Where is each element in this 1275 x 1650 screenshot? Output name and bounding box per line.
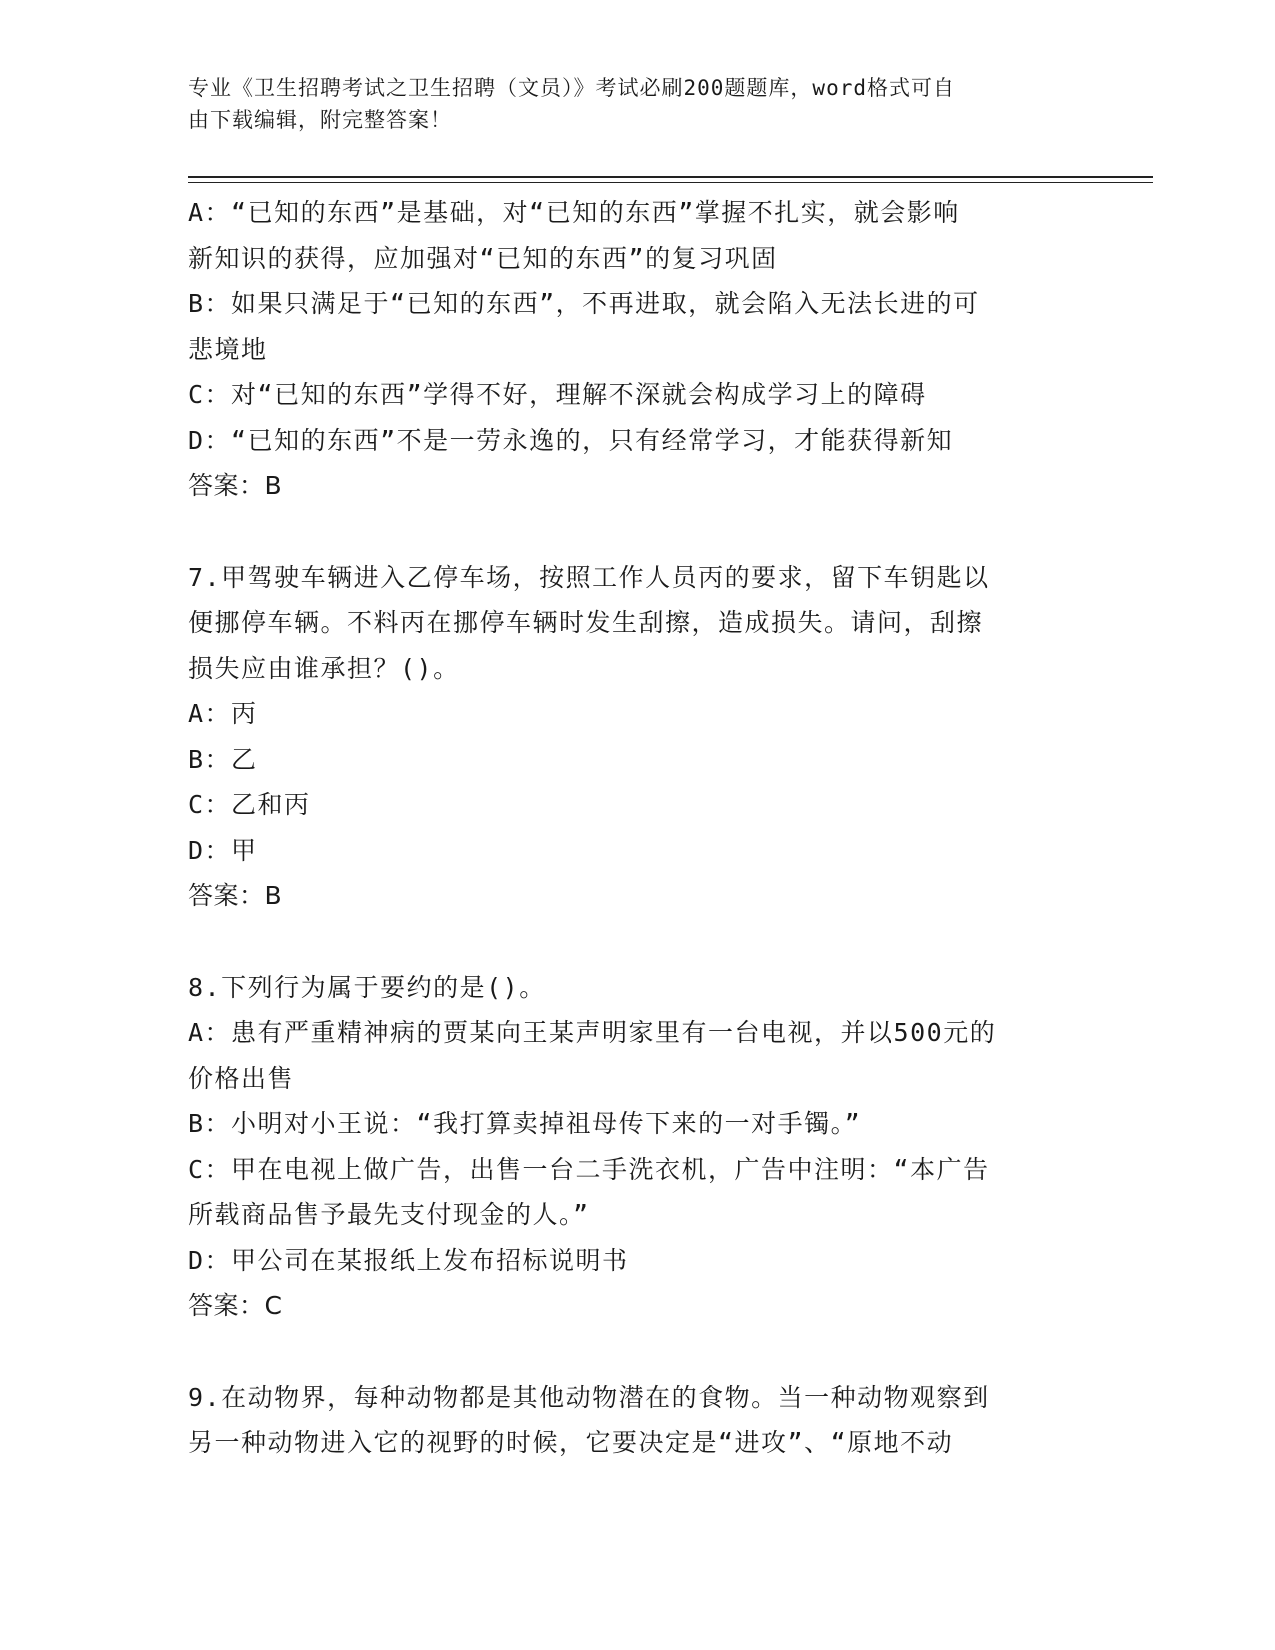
option-b: B：乙 (188, 744, 258, 774)
header-line-1: 专业《卫生招聘考试之卫生招聘（文员）》考试必刷200题题库，word格式可自 (188, 76, 955, 100)
header-divider-thin (188, 182, 1153, 183)
answer: 答案：B (188, 881, 283, 910)
question-9 (188, 1375, 1073, 1466)
option-a-line-1: A：“已知的东西”是基础，对“已知的东西”掌握不扎实，就会影响 (188, 198, 960, 227)
option-a-line-1: A：患有严重精神病的贾某向王某声明家里有一台电视，并以500元的 (188, 1018, 997, 1047)
header-divider-thick (188, 176, 1153, 178)
question-spacer (188, 1329, 1073, 1375)
question-spacer (188, 919, 1073, 965)
option-b-line-2: 悲境地 (188, 334, 268, 364)
option-a: A：丙 (188, 699, 258, 728)
document-header (188, 72, 1068, 136)
question-stem-line-2: 另一种动物进入它的视野的时候，它要决定是“进攻”、“原地不动 (188, 1428, 954, 1457)
option-d: D：甲公司在某报纸上发布招标说明书 (188, 1245, 629, 1275)
option-c-line-1: C：甲在电视上做广告，出售一台二手洗衣机，广告中注明：“本广告 (188, 1154, 990, 1184)
option-d: D：“已知的东西”不是一劳永逸的，只有经常学习，才能获得新知 (188, 425, 954, 455)
answer: 答案：C (188, 1291, 283, 1320)
option-a-line-2: 价格出售 (188, 1063, 295, 1093)
option-c-line-2: 所载商品售予最先支付现金的人。” (188, 1200, 590, 1229)
question-spacer (188, 509, 1073, 555)
option-b-line-1: B：如果只满足于“已知的东西”，不再进取，就会陷入无法长进的可 (188, 289, 980, 318)
question-stem-line-1: 7.甲驾驶车辆进入乙停车场，按照工作人员丙的要求，留下车钥匙以 (188, 562, 990, 592)
option-c: C：对“已知的东西”学得不好，理解不深就会构成学习上的障碍 (188, 380, 927, 409)
question-7 (188, 555, 1073, 919)
question-stem-line-1: 9.在动物界，每种动物都是其他动物潜在的食物。当一种动物观察到 (188, 1382, 990, 1412)
question-8 (188, 965, 1073, 1329)
option-b: B：小明对小王说：“我打算卖掉祖母传下来的一对手镯。” (188, 1109, 862, 1138)
option-a-line-2: 新知识的获得，应加强对“已知的东西”的复习巩固 (188, 243, 778, 273)
header-line-2: 由下载编辑，附完整答案！ (188, 108, 452, 132)
answer: 答案：B (188, 471, 283, 500)
option-c: C：乙和丙 (188, 790, 311, 819)
option-d: D：甲 (188, 835, 258, 865)
question-stem-line-2: 便挪停车辆。不料丙在挪停车辆时发生刮擦，造成损失。请问，刮擦 (188, 608, 984, 637)
question-stem-line-3: 损失应由谁承担？()。 (188, 653, 460, 683)
question-stem: 8.下列行为属于要约的是()。 (188, 972, 546, 1002)
question-list (188, 190, 1073, 1466)
question-6-options (188, 190, 1073, 509)
